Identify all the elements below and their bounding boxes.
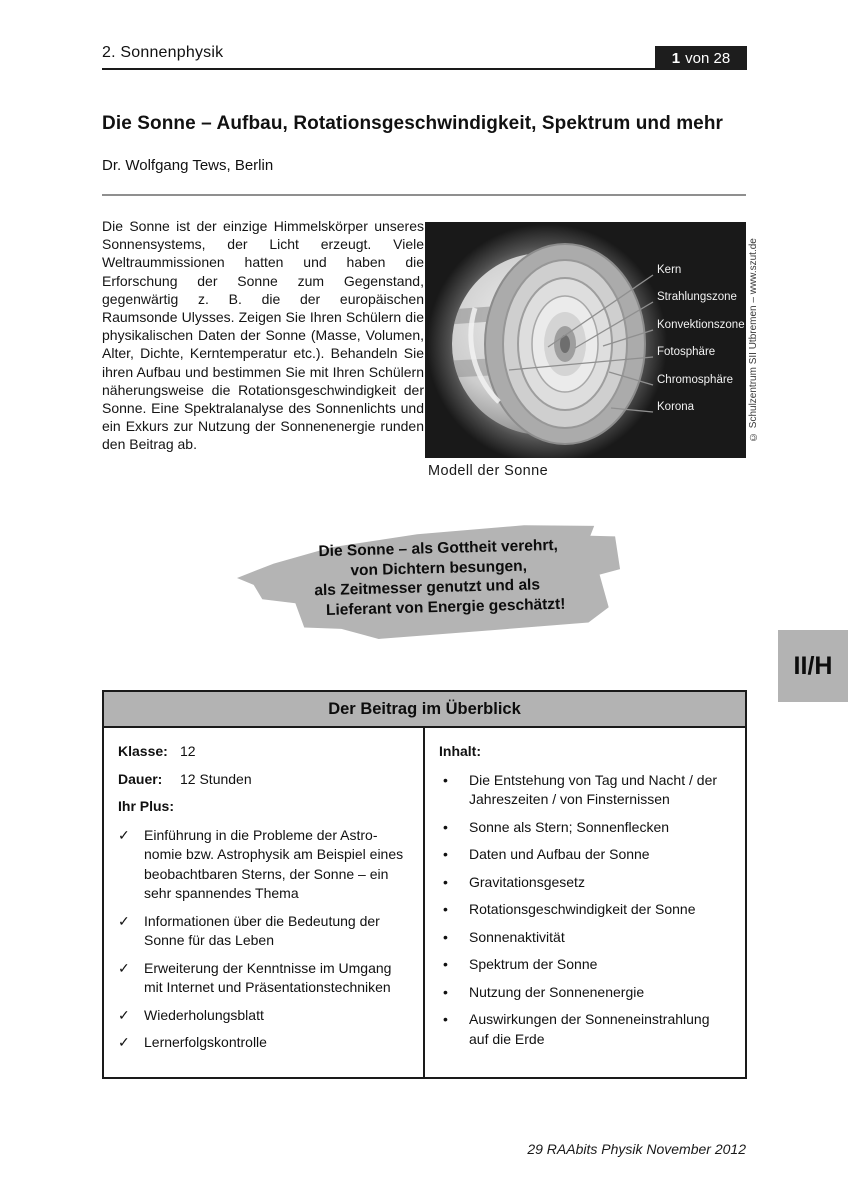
list-item xyxy=(439,928,731,948)
list-item xyxy=(439,771,731,810)
list-item-text: Informationen über die Bedeutung der Sonne für das Leben xyxy=(144,912,380,948)
header-section-title: 2. Sonnenphysik xyxy=(102,44,224,61)
figure-credit: © Schulzentrum SII Utbremen – www.szut.de xyxy=(748,238,759,442)
page-number-badge xyxy=(655,46,747,70)
bullet-icon: • xyxy=(443,1011,448,1027)
bullet-icon: • xyxy=(443,873,448,890)
sun-layer-label-chromosphaere: Chromosphäre xyxy=(657,374,734,386)
sun-layer-label-korona: Korona xyxy=(657,401,695,413)
footer-edition-line: 29 RAAbits Physik November 2012 xyxy=(527,1141,746,1157)
bullet-icon: • xyxy=(443,928,448,945)
overview-right-cell xyxy=(425,728,745,1077)
sun-model-illustration xyxy=(425,222,746,458)
list-item xyxy=(439,1010,731,1049)
list-item-text: Wiederholungsblatt xyxy=(144,1006,264,1023)
sun-layer-label-konvektionszone: Konvektionszone xyxy=(657,319,745,331)
figure-caption: Modell der Sonne xyxy=(428,463,549,479)
bullet-icon: • xyxy=(443,818,448,835)
author-line: Dr. Wolfgang Tews, Berlin xyxy=(102,157,274,174)
page-number-total: von 28 xyxy=(685,49,731,67)
sun-layer-label-fotosphaere: Fotosphäre xyxy=(657,346,716,358)
list-item xyxy=(439,845,731,865)
bullet-icon: • xyxy=(443,846,448,862)
bullet-icon: • xyxy=(443,901,448,917)
list-item-text: Spektrum der Sonne xyxy=(469,956,598,972)
quote-line: als Zeitmesser genutzt und als xyxy=(314,576,541,600)
unit-tab: II/H xyxy=(778,630,848,702)
intro-paragraph: Die Sonne ist der einzige Himmelskörper unseres Sonnensystems, der Licht erzeugt. Viele Weltraummissionen hatten und haben die Erforschung der Sonne zum Gegenstand, gegenwärtig z. B. die der europäischen Raumsonde Ulysses. Zeigen Sie Ihren Schülern die physikalischen Daten der Sonne (Masse, Volumen, Alter, Dichte, Kerntemperatur etc.). Behandeln Sie ihren Aufbau und bestimmen Sie mit Ihren Schülern näherungsweise die Rotationsgeschwindigkeit der Sonne. Eine Spektralanalyse des Sonnenlichts und ein Exkurs zur Nutzung der Sonnenenergie runden den Beitrag ab. xyxy=(102,218,424,453)
dauer-row xyxy=(118,770,409,790)
dauer-label: Dauer: xyxy=(118,770,163,787)
list-item xyxy=(439,818,731,838)
checkmark-icon: ✓ xyxy=(118,959,130,976)
klasse-label: Klasse: xyxy=(118,743,168,759)
list-item-text: Lernerfolgskontrolle xyxy=(144,1034,267,1050)
klasse-row xyxy=(118,742,409,762)
quote-banner-text xyxy=(232,534,646,623)
checkmark-icon: ✓ xyxy=(118,1006,130,1023)
list-item xyxy=(118,1033,409,1053)
list-item xyxy=(439,983,731,1003)
list-item-text: Die Entstehung von Tag und Nacht / der Jahreszeiten / von Finsternissen xyxy=(469,771,718,807)
list-item xyxy=(439,873,731,893)
list-item-text: Erweiterung der Kenntnisse im Umgang mit Internet und Präsentationstechniken xyxy=(144,959,392,995)
overview-left-cell xyxy=(104,728,425,1077)
checkmark-icon: ✓ xyxy=(118,1034,130,1050)
list-item xyxy=(118,912,409,951)
list-item-text: Gravitationsgesetz xyxy=(469,873,585,890)
bullet-icon: • xyxy=(443,771,448,788)
list-item xyxy=(118,959,409,998)
sun-layer-label-kern: Kern xyxy=(657,264,682,276)
quote-line: von Dichtern besungen, xyxy=(350,557,528,579)
overview-table-title: Der Beitrag im Überblick xyxy=(104,692,745,728)
list-item-text: Nutzung der Sonnenenergie xyxy=(469,983,645,1000)
sun-layer-label-strahlungszone: Strahlungszone xyxy=(657,291,737,303)
overview-table xyxy=(102,690,747,1079)
list-item-text: Einführung in die Probleme der Astronomie bzw. Astrophysik am Beispiel eines beobachtbaren Sterns, der Sonne – ein sehr spannendes Thema xyxy=(144,826,404,901)
inhalt-heading: Inhalt: xyxy=(439,743,481,759)
bullet-icon: • xyxy=(443,956,448,972)
quote-line: Die Sonne – als Gottheit verehrt, xyxy=(318,536,559,561)
list-item xyxy=(118,1006,409,1026)
list-item-text: Auswirkungen der Sonneneinstrahlung auf die Erde xyxy=(469,1011,710,1047)
header-rule xyxy=(102,68,746,70)
list-item xyxy=(439,900,731,920)
checkmark-icon: ✓ xyxy=(118,912,130,929)
dauer-value: 12 Stunden xyxy=(180,770,252,787)
list-item-text: Rotationsgeschwindigkeit der Sonne xyxy=(469,901,696,917)
list-item xyxy=(118,826,409,904)
list-item-text: Daten und Aufbau der Sonne xyxy=(469,846,650,862)
quote-line: Lieferant von Energie geschätzt! xyxy=(325,595,566,619)
page-number-current: 1 xyxy=(671,49,681,67)
page-title: Die Sonne – Aufbau, Rotationsgeschwindigkeit, Spektrum und mehr xyxy=(102,113,724,134)
list-item-text: Sonnenaktivität xyxy=(469,928,565,945)
list-item-text: Sonne als Stern; Sonnenflecken xyxy=(469,818,670,835)
quote-banner xyxy=(231,514,646,647)
plus-heading: Ihr Plus: xyxy=(118,798,175,814)
sun-model-figure xyxy=(425,222,746,458)
checkmark-icon: ✓ xyxy=(118,826,130,843)
list-item xyxy=(439,955,731,975)
divider-rule xyxy=(102,194,746,196)
klasse-value: 12 xyxy=(180,743,196,759)
bullet-icon: • xyxy=(443,983,448,1000)
